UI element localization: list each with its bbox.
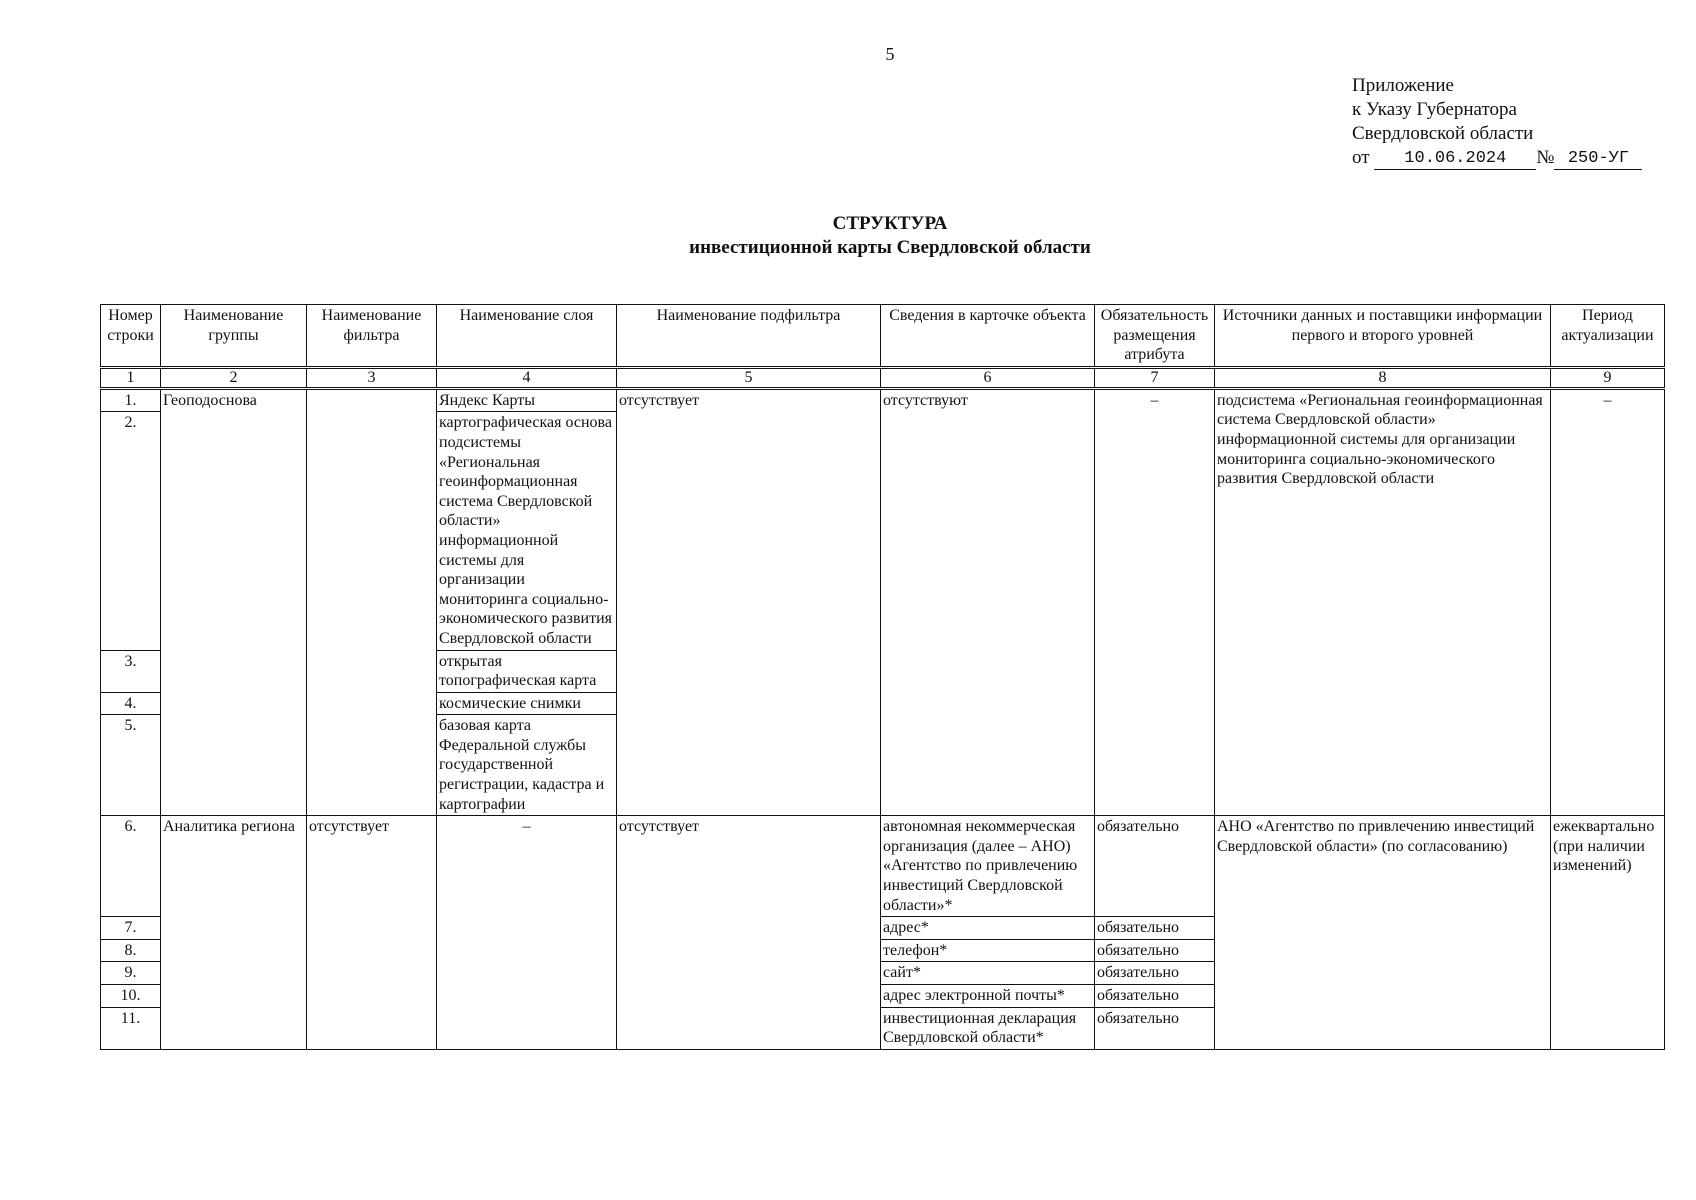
table-header-row bbox=[101, 305, 1665, 368]
filter-name: отсутствует bbox=[307, 816, 437, 1050]
header-required: Обязательность размещения атрибута bbox=[1095, 305, 1215, 368]
col-number: 8 bbox=[1215, 367, 1551, 388]
decree-number: 250-УГ bbox=[1554, 149, 1642, 170]
document-title bbox=[0, 212, 1696, 260]
row-number: 2. bbox=[101, 412, 161, 650]
group-name: Геоподоснова bbox=[161, 388, 307, 815]
required-flag: обязательно bbox=[1095, 962, 1215, 985]
row-number: 11. bbox=[101, 1007, 161, 1049]
header-filter-name: Наименование фильтра bbox=[307, 305, 437, 368]
title-line-2: инвестиционной карты Свердловской области bbox=[689, 237, 1091, 258]
layer-name: открытая топографическая карта bbox=[437, 650, 617, 692]
data-source: АНО «Агентство по привлечению инвестиций Свердловской области» (по согласованию) bbox=[1215, 816, 1551, 1050]
row-number: 4. bbox=[101, 692, 161, 715]
layer-name: – bbox=[437, 816, 617, 1050]
appendix-signature-line bbox=[1352, 146, 1642, 170]
header-subfilter-name: Наименование подфильтра bbox=[617, 305, 881, 368]
header-period: Период актуализации bbox=[1551, 305, 1665, 368]
col-number: 3 bbox=[307, 367, 437, 388]
row-number: 7. bbox=[101, 917, 161, 940]
row-number: 6. bbox=[101, 816, 161, 917]
card-info: сайт* bbox=[881, 962, 1095, 985]
col-number: 2 bbox=[161, 367, 307, 388]
layer-name: картографическая основа подсистемы «Региональная геоинформационная система Свердловской области» информационной системы для организации мониторинга социально-экономического развития Свердловской области bbox=[437, 412, 617, 650]
row-number: 5. bbox=[101, 715, 161, 816]
card-info: адрес* bbox=[881, 917, 1095, 940]
required-flag: обязательно bbox=[1095, 985, 1215, 1008]
col-number: 4 bbox=[437, 367, 617, 388]
required-flag: обязательно bbox=[1095, 1007, 1215, 1049]
layer-name: космические снимки bbox=[437, 692, 617, 715]
page-number: 5 bbox=[885, 44, 895, 64]
appendix-line-1: Приложение bbox=[1352, 75, 1454, 96]
col-number: 1 bbox=[101, 367, 161, 388]
appendix-block bbox=[1352, 74, 1642, 170]
structure-table bbox=[100, 304, 1665, 1050]
number-label: № bbox=[1536, 147, 1555, 168]
required-flag: обязательно bbox=[1095, 939, 1215, 962]
header-card-info: Сведения в карточке объекта bbox=[881, 305, 1095, 368]
decree-date: 10.06.2024 bbox=[1374, 149, 1536, 170]
appendix-line-3: Свердловской области bbox=[1352, 123, 1534, 144]
group-name: Аналитика региона bbox=[161, 816, 307, 1050]
col-number: 5 bbox=[617, 367, 881, 388]
table-row bbox=[101, 816, 1665, 917]
header-group-name: Наименование группы bbox=[161, 305, 307, 368]
layer-name: Яндекс Карты bbox=[437, 388, 617, 412]
row-number: 10. bbox=[101, 985, 161, 1008]
col-number: 9 bbox=[1551, 367, 1665, 388]
col-number: 7 bbox=[1095, 367, 1215, 388]
header-row-number: Номер строки bbox=[101, 305, 161, 368]
row-number: 1. bbox=[101, 388, 161, 412]
row-number: 9. bbox=[101, 962, 161, 985]
update-period: – bbox=[1551, 388, 1665, 815]
table-row bbox=[101, 388, 1665, 412]
card-info: отсутствуют bbox=[881, 388, 1095, 815]
filter-name bbox=[307, 388, 437, 815]
required-flag: – bbox=[1095, 388, 1215, 815]
title-line-1: СТРУКТУРА bbox=[832, 213, 948, 234]
from-label: от bbox=[1352, 147, 1370, 168]
subfilter-name: отсутствует bbox=[617, 816, 881, 1050]
column-number-row bbox=[101, 367, 1665, 388]
card-info: инвестиционная декларация Свердловской области* bbox=[881, 1007, 1095, 1049]
subfilter-name: отсутствует bbox=[617, 388, 881, 815]
card-info: автономная некоммерческая организация (далее – АНО) «Агентство по привлечению инвестиций Свердловской области»* bbox=[881, 816, 1095, 917]
layer-name: базовая карта Федеральной службы государственной регистрации, кадастра и картографии bbox=[437, 715, 617, 816]
card-info: телефон* bbox=[881, 939, 1095, 962]
row-number: 8. bbox=[101, 939, 161, 962]
required-flag: обязательно bbox=[1095, 917, 1215, 940]
header-sources: Источники данных и поставщики информации первого и второго уровней bbox=[1215, 305, 1551, 368]
appendix-line-2: к Указу Губернатора bbox=[1352, 99, 1517, 120]
card-info: адрес электронной почты* bbox=[881, 985, 1095, 1008]
header-layer-name: Наименование слоя bbox=[437, 305, 617, 368]
data-source: подсистема «Региональная геоинформационная система Свердловской области» информационной системы для организации мониторинга социально-экономического развития Свердловской области bbox=[1215, 388, 1551, 815]
required-flag: обязательно bbox=[1095, 816, 1215, 917]
col-number: 6 bbox=[881, 367, 1095, 388]
update-period: ежеквартально (при наличии изменений) bbox=[1551, 816, 1665, 1050]
row-number: 3. bbox=[101, 650, 161, 692]
